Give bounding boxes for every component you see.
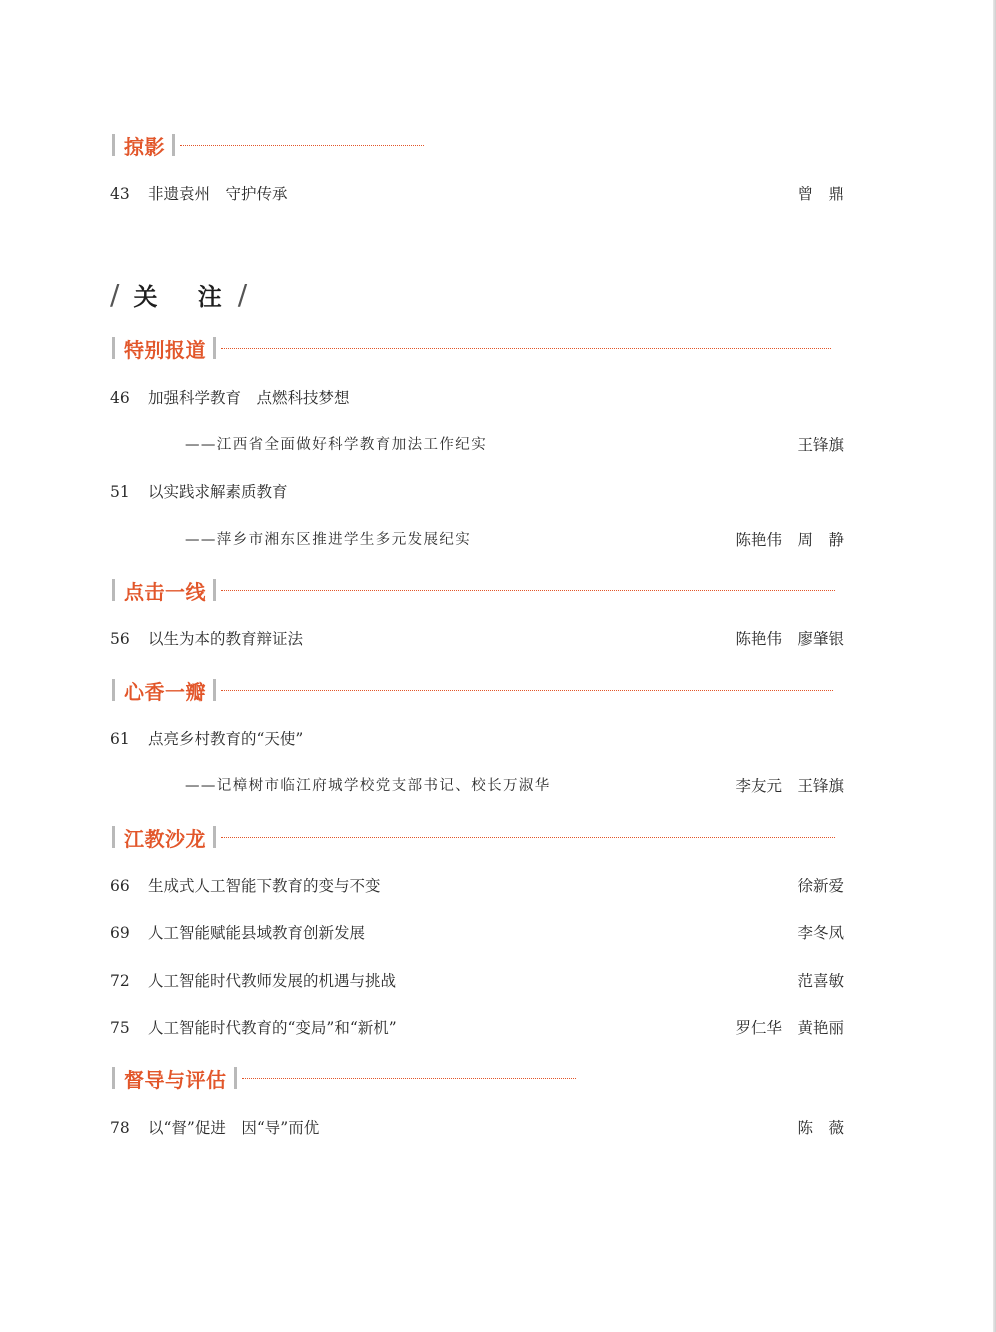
section-bar xyxy=(112,579,115,601)
slash-decoration: / xyxy=(110,277,120,311)
toc-entry[interactable] xyxy=(110,1117,844,1139)
entry-author: 李友元 王锋旗 xyxy=(735,777,844,795)
entry-author: 陈 薇 xyxy=(797,1119,844,1137)
entry-author: 陈艳伟 廖肇银 xyxy=(735,630,844,648)
section-rule xyxy=(221,690,833,691)
toc-entry[interactable] xyxy=(110,628,844,650)
entry-author: 李冬凤 xyxy=(797,924,844,942)
section-bar xyxy=(112,679,115,701)
entry-title: 人工智能时代教育的“变局”和“新机” xyxy=(148,1019,397,1037)
entry-author: 徐新爱 xyxy=(797,877,844,895)
section-title: 掠影 xyxy=(124,134,165,159)
entry-title: 以实践求解素质教育 xyxy=(148,483,288,501)
section-bar xyxy=(112,134,115,156)
page-number: 43 xyxy=(110,185,130,203)
entry-author: 王锋旗 xyxy=(797,436,844,454)
section-bar xyxy=(112,826,115,848)
slash-decoration: / xyxy=(237,277,248,311)
section-rule xyxy=(221,837,835,838)
page-number: 61 xyxy=(110,730,130,748)
section-title: 点击一线 xyxy=(124,579,206,604)
toc-entry[interactable] xyxy=(110,728,844,750)
entry-title: 人工智能时代教师发展的机遇与挑战 xyxy=(148,972,397,990)
entry-subtitle: ——记樟树市临江府城学校党支部书记、校长万淑华 xyxy=(185,778,551,794)
section-bar xyxy=(213,337,216,359)
toc-entry[interactable] xyxy=(110,1017,844,1039)
section-bar xyxy=(213,826,216,848)
section-header-jiangjiao xyxy=(112,823,835,851)
section-header-tebie xyxy=(112,334,831,362)
section-bar xyxy=(213,679,216,701)
section-header-lueying xyxy=(112,131,424,159)
entry-title: 点亮乡村教育的“天使” xyxy=(148,730,304,748)
section-bar xyxy=(172,134,175,156)
column-header-guanzhu xyxy=(110,276,247,312)
section-rule xyxy=(242,1078,576,1079)
page-number: 78 xyxy=(110,1119,130,1137)
entry-author: 曾 鼎 xyxy=(797,185,844,203)
toc-entry[interactable] xyxy=(110,387,844,409)
toc-entry[interactable] xyxy=(110,481,844,503)
section-bar xyxy=(234,1067,237,1089)
page-number: 46 xyxy=(110,389,130,407)
section-title: 特别报道 xyxy=(124,337,206,362)
section-title: 心香一瓣 xyxy=(124,679,206,704)
column-title: 关 注 xyxy=(133,282,238,311)
page-number: 69 xyxy=(110,924,130,942)
entry-author: 范喜敏 xyxy=(797,972,844,990)
entry-subtitle: ——江西省全面做好科学教育加法工作纪实 xyxy=(185,437,488,453)
toc-entry-subtitle xyxy=(110,529,844,551)
toc-entry[interactable] xyxy=(110,922,844,944)
toc-entry[interactable] xyxy=(110,875,844,897)
section-rule xyxy=(221,348,831,349)
section-rule xyxy=(221,590,835,591)
entry-title: 生成式人工智能下教育的变与不变 xyxy=(148,877,381,895)
section-title: 江教沙龙 xyxy=(124,826,206,851)
entry-title: 加强科学教育 点燃科技梦想 xyxy=(148,389,350,407)
section-bar xyxy=(112,1067,115,1089)
section-rule xyxy=(180,145,424,146)
entry-title: 人工智能赋能县域教育创新发展 xyxy=(148,924,366,942)
entry-title: 以“督”促进 因“导”而优 xyxy=(148,1119,320,1137)
section-title: 督导与评估 xyxy=(124,1067,227,1092)
entry-title: 非遗袁州 守护传承 xyxy=(148,185,288,203)
section-bar xyxy=(213,579,216,601)
toc-entry[interactable] xyxy=(110,183,844,205)
toc-entry-subtitle xyxy=(110,775,844,797)
entry-subtitle: ——萍乡市湘东区推进学生多元发展纪实 xyxy=(185,532,472,548)
page-number: 56 xyxy=(110,630,130,648)
page-number: 51 xyxy=(110,483,130,501)
section-bar xyxy=(112,337,115,359)
entry-title: 以生为本的教育辩证法 xyxy=(148,630,304,648)
page-number: 75 xyxy=(110,1019,130,1037)
toc-entry-subtitle xyxy=(110,434,844,456)
page-number: 72 xyxy=(110,972,130,990)
section-header-xinxiang xyxy=(112,676,833,704)
page-number: 66 xyxy=(110,877,130,895)
toc-entry[interactable] xyxy=(110,970,844,992)
entry-author: 陈艳伟 周 静 xyxy=(735,531,844,549)
entry-author: 罗仁华 黄艳丽 xyxy=(735,1019,844,1037)
section-header-dianji xyxy=(112,576,835,604)
section-header-dudao xyxy=(112,1064,576,1092)
